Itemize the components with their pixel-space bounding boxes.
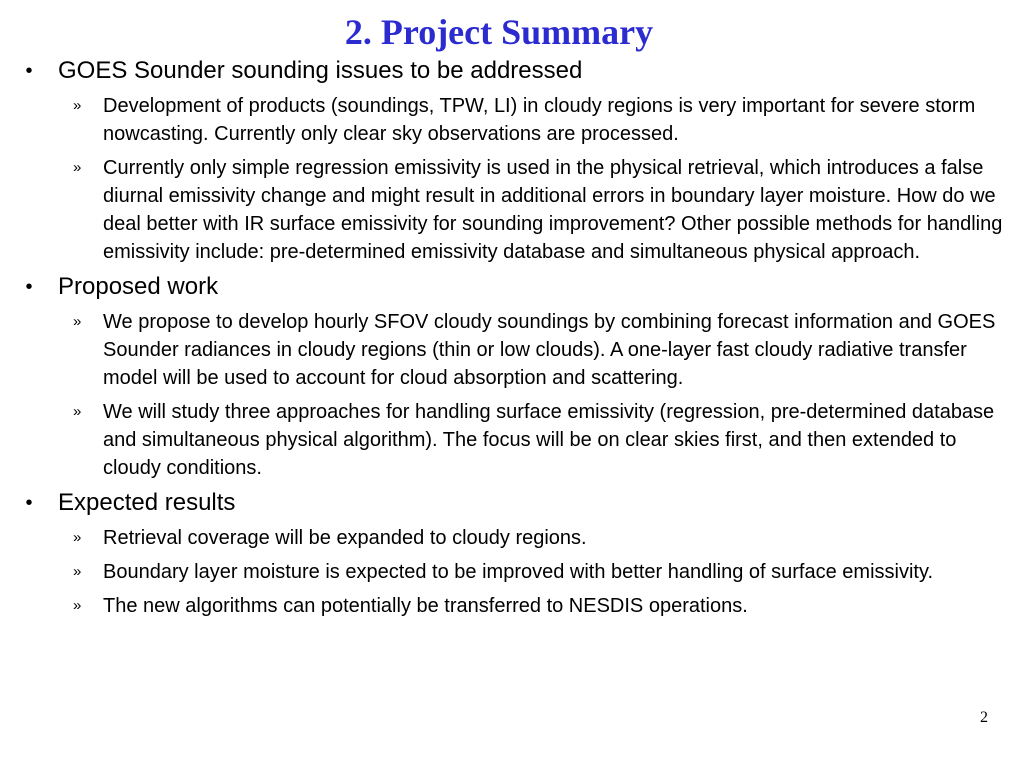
sub-bullet-icon: » bbox=[73, 597, 82, 614]
sub-bullet-icon: » bbox=[73, 403, 82, 420]
sub-bullet-icon: » bbox=[73, 313, 82, 330]
section-proposed-work bbox=[0, 272, 1024, 482]
section-issues bbox=[0, 56, 1024, 266]
sub-bullet-text: Development of products (soundings, TPW, LI) in cloudy regions is very important for severe storm nowcasting. Currently only clear sky observations are processed. bbox=[103, 95, 976, 145]
slide-title: 2. Project Summary bbox=[344, 12, 654, 52]
sub-bullet-text: We propose to develop hourly SFOV cloudy soundings by combining forecast information and GOES Sounder radiances in cloudy regions (thin or low clouds). A one-layer fast cloudy radiative transfer model will be used to account for cloud absorption and scattering. bbox=[103, 311, 996, 389]
sub-bullet-icon: » bbox=[73, 529, 82, 546]
sub-bullet-item bbox=[0, 92, 1024, 148]
sub-bullet-item bbox=[0, 398, 1024, 482]
sub-bullet-item bbox=[0, 524, 1024, 552]
sub-bullet-list bbox=[0, 92, 1024, 266]
sub-bullet-text: Retrieval coverage will be expanded to cloudy regions. bbox=[103, 527, 587, 549]
sub-bullet-list bbox=[0, 308, 1024, 482]
section-heading bbox=[0, 488, 1024, 518]
section-heading-text: Expected results bbox=[58, 489, 236, 516]
sub-bullet-item bbox=[0, 592, 1024, 620]
sub-bullet-item bbox=[0, 154, 1024, 266]
sub-bullet-item bbox=[0, 558, 1024, 586]
sub-bullet-icon: » bbox=[73, 563, 82, 580]
page-number: 2 bbox=[980, 709, 988, 726]
section-heading-text: GOES Sounder sounding issues to be addressed bbox=[58, 57, 583, 84]
section-heading bbox=[0, 272, 1024, 302]
section-expected-results bbox=[0, 488, 1024, 620]
sub-bullet-icon: » bbox=[73, 97, 82, 114]
sub-bullet-text: The new algorithms can potentially be transferred to NESDIS operations. bbox=[103, 595, 748, 617]
bullet-icon: • bbox=[25, 276, 33, 298]
bullet-icon: • bbox=[25, 492, 33, 514]
slide-content bbox=[0, 56, 1024, 626]
section-heading-text: Proposed work bbox=[58, 273, 219, 300]
sub-bullet-item bbox=[0, 308, 1024, 392]
sub-bullet-icon: » bbox=[73, 159, 82, 176]
sub-bullet-text: We will study three approaches for handling surface emissivity (regression, pre-determined database and simultaneous physical algorithm). The focus will be on clear skies first, and then extended to cloudy conditions. bbox=[103, 401, 995, 479]
sub-bullet-list bbox=[0, 524, 1024, 620]
section-heading bbox=[0, 56, 1024, 86]
sub-bullet-text: Boundary layer moisture is expected to be improved with better handling of surface emissivity. bbox=[103, 561, 934, 583]
sub-bullet-text: Currently only simple regression emissivity is used in the physical retrieval, which introduces a false diurnal emissivity change and might result in additional errors in boundary layer moisture. How do we deal better with IR surface emissivity for sounding improvement? Other possible methods for handling emissivity include: pre-determined emissivity database and simultaneous physical approach. bbox=[103, 157, 1003, 263]
bullet-icon: • bbox=[25, 60, 33, 82]
